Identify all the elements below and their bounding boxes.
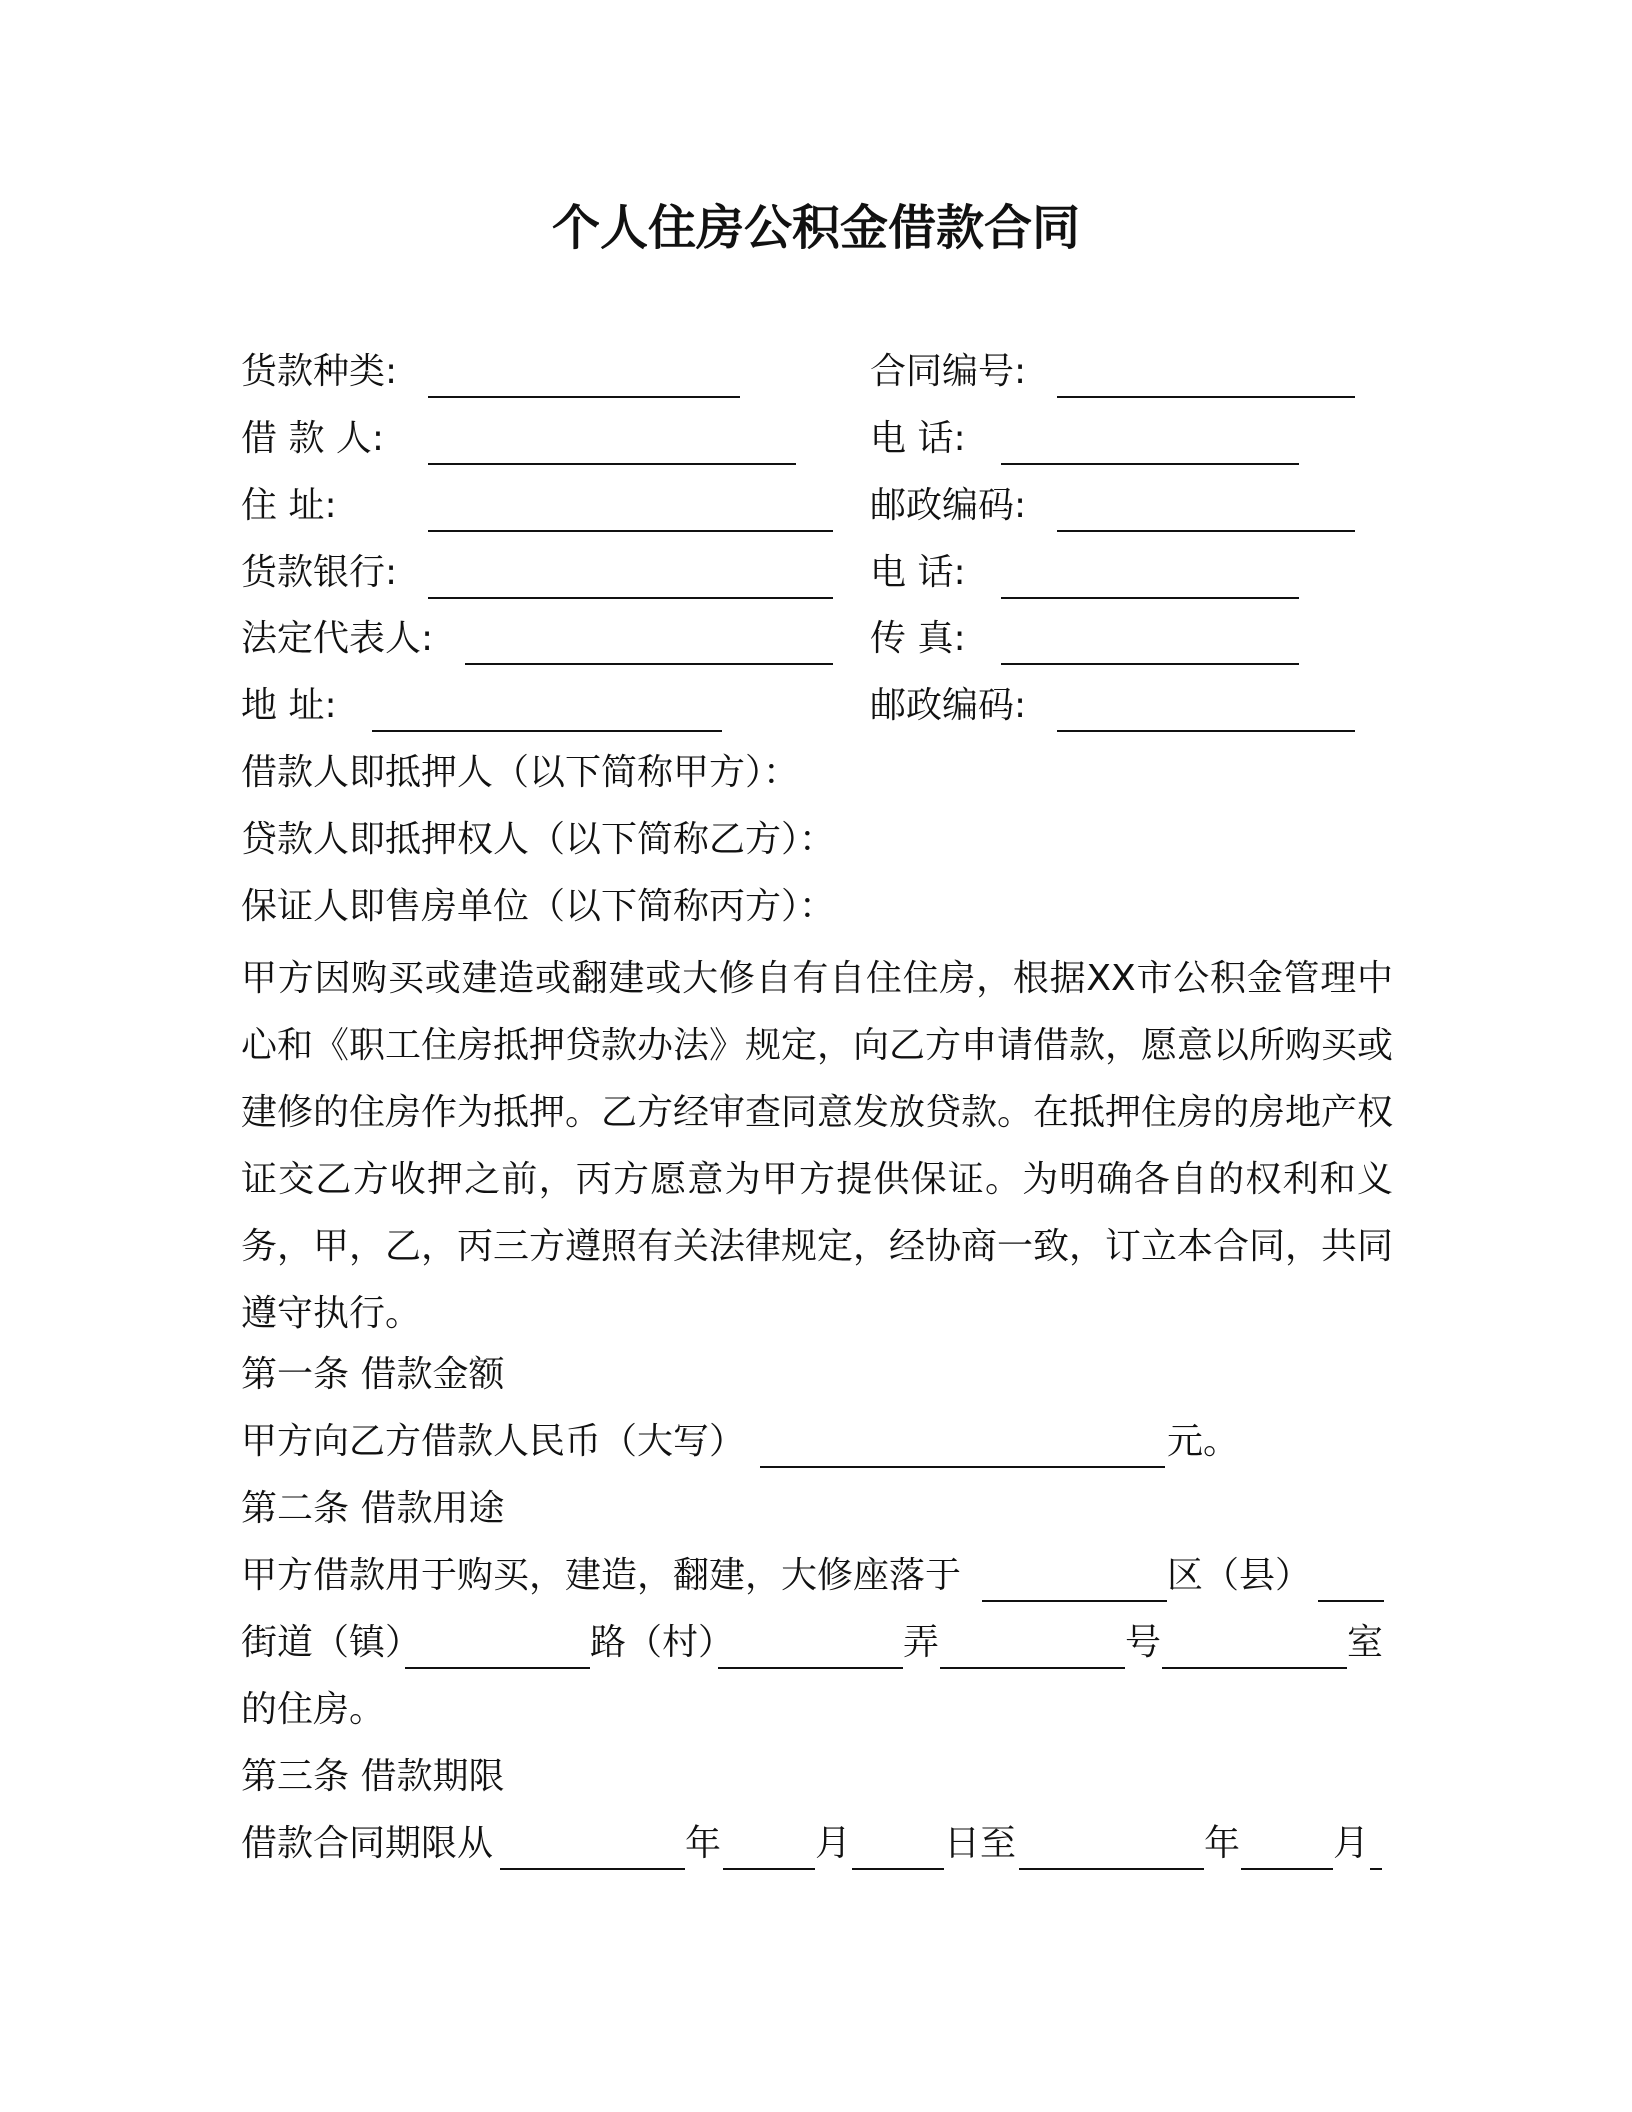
article1-text-after: 元。: [1167, 1421, 1240, 1462]
end-month-blank[interactable]: [1241, 1868, 1333, 1870]
month1-label: 月: [815, 1823, 852, 1864]
end-year-blank[interactable]: [1019, 1868, 1204, 1870]
party-c-line: 保证人即售房单位（以下简称丙方）：: [241, 886, 836, 927]
contract-no-label: 合同编号:: [870, 351, 1027, 392]
lane-label: 弄: [903, 1622, 940, 1663]
borrower-label: 借 款 人:: [241, 418, 385, 459]
borrower-blank[interactable]: [428, 463, 796, 465]
postcode2-blank[interactable]: [1057, 730, 1355, 732]
article2-heading: 第二条 借款用途: [241, 1488, 505, 1529]
month2-label: 月: [1333, 1823, 1370, 1864]
party-b-line: 贷款人即抵押权人（以下简称乙方）：: [241, 819, 836, 860]
loan-type-blank[interactable]: [428, 396, 740, 398]
contract-title: 个人住房公积金借款合同: [551, 200, 1080, 256]
address-blank[interactable]: [428, 530, 833, 532]
article2-line3-text: 的住房。: [241, 1689, 386, 1730]
street-label: 街道（镇）: [241, 1622, 422, 1663]
contract-no-blank[interactable]: [1057, 396, 1355, 398]
postcode2-label: 邮政编码:: [870, 685, 1027, 726]
road-label: 路（村）: [590, 1622, 735, 1663]
preamble-paragraph: 甲方因购买或建造或翻建或大修自有自住住房，根据XX市公积金管理中心和《职工住房抵押贷款办法》规定，向乙方申请借款，愿意以所购买或建修的住房作为抵押。乙方经审查同意发放贷款。在抵押住房的房地产权证交乙方收押之前，丙方愿意为甲方提供保证。为明确各自的权利和义务，甲，乙，丙三方遵照有关法律规定，经协商一致，订立本合同，共同遵守执行。: [241, 958, 1394, 1334]
article1-text-before: 甲方向乙方借款人民币（大写）: [241, 1421, 746, 1462]
postcode1-label: 邮政编码:: [870, 485, 1027, 526]
postcode1-blank[interactable]: [1057, 530, 1355, 532]
fax-label: 传 真:: [870, 618, 966, 659]
legal-rep-label: 法定代表人:: [241, 618, 434, 659]
road-blank[interactable]: [718, 1667, 903, 1669]
start-year-blank[interactable]: [500, 1868, 685, 1870]
phone1-label: 电 话:: [870, 418, 966, 459]
district-label: 区（县）: [1167, 1555, 1312, 1596]
bank-label: 货款银行:: [241, 552, 398, 593]
article3-heading: 第三条 借款期限: [241, 1756, 505, 1797]
legal-rep-blank[interactable]: [465, 663, 833, 665]
number-blank[interactable]: [1162, 1667, 1347, 1669]
bank-blank[interactable]: [428, 597, 833, 599]
number-label: 号: [1125, 1622, 1162, 1663]
street-blank[interactable]: [405, 1667, 590, 1669]
day-to-label: 日至: [944, 1823, 1017, 1864]
year2-label: 年: [1204, 1823, 1241, 1864]
address2-label: 地 址:: [241, 685, 337, 726]
fax-blank[interactable]: [1001, 663, 1299, 665]
article2-line1-text: 甲方借款用于购买，建造，翻建，大修座落于: [241, 1555, 962, 1596]
end-day-blank[interactable]: [1370, 1868, 1382, 1870]
article1-heading: 第一条 借款金额: [241, 1354, 505, 1395]
start-month-blank[interactable]: [723, 1868, 815, 1870]
lane-blank[interactable]: [940, 1667, 1125, 1669]
loan-type-label: 货款种类:: [241, 351, 398, 392]
phone2-label: 电 话:: [870, 552, 966, 593]
address-label: 住 址:: [241, 485, 337, 526]
party-a-line: 借款人即抵押人（以下简称甲方）：: [241, 752, 800, 793]
year1-label: 年: [685, 1823, 722, 1864]
district-after-blank[interactable]: [1318, 1600, 1384, 1602]
loan-amount-blank[interactable]: [760, 1466, 1165, 1468]
start-day-blank[interactable]: [852, 1868, 944, 1870]
article3-text: 借款合同期限从: [241, 1823, 494, 1864]
room-label: 室: [1347, 1622, 1384, 1663]
district-blank[interactable]: [982, 1600, 1167, 1602]
phone2-blank[interactable]: [1001, 597, 1299, 599]
phone1-blank[interactable]: [1001, 463, 1299, 465]
address2-blank[interactable]: [372, 730, 722, 732]
